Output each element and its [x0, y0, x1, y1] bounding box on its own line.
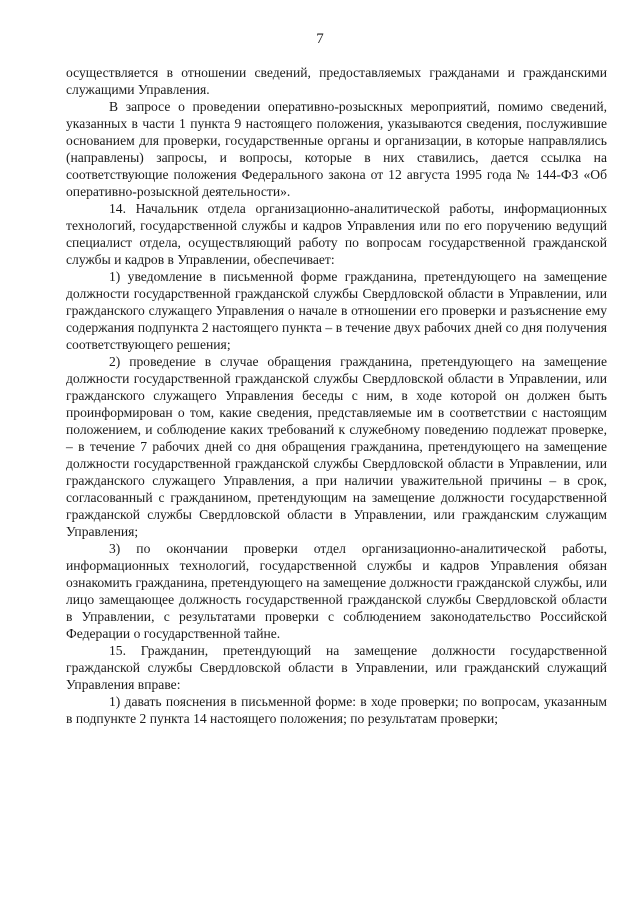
paragraph: 14. Начальник отдела организационно-аналитической работы, информационных технологий, государственной службы и кадров Управления или по его поручению ведущий специалист отдела, осуществляющий работу по вопросам государственной гражданской службы и кадров в Управлении, обеспечивает:: [66, 201, 607, 267]
page-number: 7: [316, 31, 324, 47]
paragraph: 1) давать пояснения в письменной форме: в ходе проверки; по вопросам, указанным в подпункте 2 пункта 14 настоящего положения; по результатам проверки;: [66, 694, 607, 726]
paragraph: 1) уведомление в письменной форме гражданина, претендующего на замещение должности государственной гражданской службы Свердловской области в Управлении, или гражданского служащего Управления о начале в отношении его проверки и разъяснение ему содержания подпункта 2 настоящего пункта – в течение двух рабочих дней со дня получения соответствующего решения;: [66, 269, 607, 352]
paragraph: осуществляется в отношении сведений, предоставляемых гражданами и гражданскими служащими Управления.: [66, 65, 607, 97]
paragraph: 3) по окончании проверки отдел организационно-аналитической работы, информационных технологий, государственной службы и кадров Управления обязан ознакомить гражданина, претендующего на замещение должности гражданской службы, или лицо замещающее должность государственной гражданской службы Свердловской области в Управлении, с результатами проверки с соблюдением законодательство Российской Федерации о государственной тайне.: [66, 541, 607, 641]
paragraph: 2) проведение в случае обращения гражданина, претендующего на замещение должности государственной гражданской службы Свердловской области в Управлении, или гражданского служащего Управления беседы с ним, в ходе которой он должен быть проинформирован о том, какие сведения, представляемые им в соответствии с настоящим положением, и соблюдение каких требований к служебному поведению подлежат проверке, – в течение 7 рабочих дней со дня обращения гражданина, претендующего на замещение должности государственной гражданской службы Свердловской области в Управлении, или гражданского служащего Управления, а при наличии уважительной причины – в срок, согласованный с гражданином, претендующим на замещение должности государственной гражданской службы Свердловской области в Управлении, или гражданским служащим Управления;: [66, 354, 607, 539]
document-body: [66, 64, 607, 727]
paragraph: В запросе о проведении оперативно-розыскных мероприятий, помимо сведений, указанных в части 1 пункта 9 настоящего положения, указываются сведения, послужившие основанием для проверки, государственные органы и организации, в которые направлялись (направлены) запросы, и вопросы, которые в них ставились, дается ссылка на соответствующие положения Федерального закона от 12 августа 1995 года № 144-ФЗ «Об оперативно-розыскной деятельности».: [66, 99, 607, 199]
paragraph: 15. Гражданин, претендующий на замещение должности государственной гражданской службы Свердловской области в Управлении, или гражданский служащий Управления вправе:: [66, 643, 607, 692]
